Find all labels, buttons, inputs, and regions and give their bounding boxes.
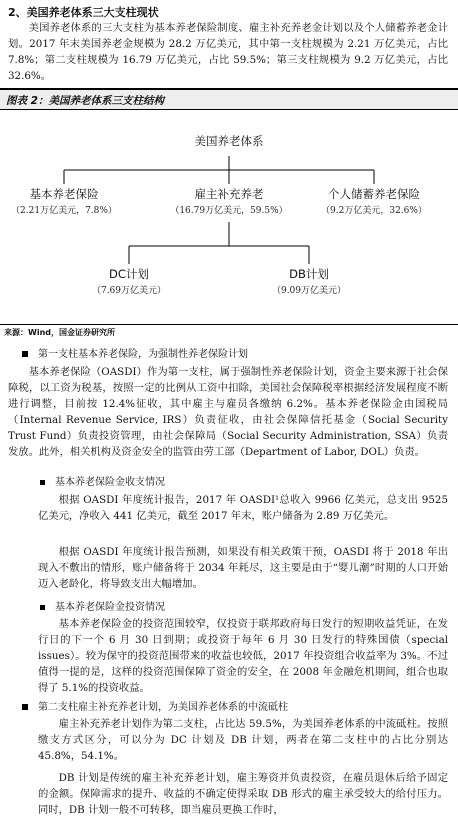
bullet-second-pillar-text: 第二支柱雇主补充养老计划，为美国养老体系的中流砥柱	[38, 702, 288, 713]
bullet-investment	[40, 598, 165, 613]
node-db-label: DB计划	[289, 267, 329, 281]
section-title: 2、美国养老体系三大支柱现状	[8, 6, 159, 19]
db-plan-text: DB 计划是传统的雇主补充养老计划，雇主筹资并负责投资，在雇员退休后给予固定的金额。保障需求的提升、收益的不确定使得采取 DB 形式的雇主承受较大的给付压力。同时，DB 计划一般不可转移，即当雇员更换工作时，	[38, 772, 448, 816]
second-pillar-paragraph	[38, 716, 448, 764]
source-divider	[0, 324, 458, 325]
node-dc-detail: （7.69万亿美元）	[91, 286, 167, 296]
node-root	[179, 133, 279, 149]
square-bullet-icon	[40, 480, 45, 485]
node-dc	[69, 266, 189, 296]
first-pillar-text: 基本养老保险（OASDI）作为第一支柱，属于强制性养老保险计划，资金主要来源于社会保障税，以工资为税基，按照一定的比例从工资中扣除，美国社会保障税率根据经济发展程度不断进行调整，目前按 12.4%征收，其中雇主与雇员各缴纳 6.2%。基本养老保险金由国税局（Internal Revenue Service, IRS）负责征收，由社会保障信托基金（Social Security Trust Fund）负责投资管理，由社会保障局（Social Security Administration, SSA）负责发放。此外，相关机构及资金安全的监管由劳工部（Department of Labor, DOL）负责。	[8, 366, 448, 458]
node-pillar-1-label: 基本养老保险	[29, 187, 99, 201]
forecast-text: 根据 OASDI 年度统计报告预测，如果没有相关政策干预，OASDI 将于 2018 年出现入不敷出的情形，账户储备将于 2034 年耗尽，这主要是由于“婴儿潮”时期的人口开始迈入老龄化，将导致支出大幅增加。	[38, 546, 448, 590]
node-dc-label: DC计划	[109, 267, 149, 281]
node-pillar-2	[149, 186, 309, 216]
first-pillar-paragraph	[8, 364, 448, 460]
node-pillar-3-label: 个人储蓄养老保险	[328, 187, 420, 201]
square-bullet-icon	[22, 704, 28, 710]
bullet-investment-text: 基本养老保险金投资情况	[55, 602, 165, 613]
figure-title-bar	[0, 88, 458, 110]
income-text: 根据 OASDI 年度统计报告，2017 年 OASDI¹总收入 9966 亿美元，总支出 9525 亿美元，净收入 441 亿美元，截至 2017 年末，账户储备为 2.89 万亿美元。	[38, 494, 448, 522]
income-paragraph	[38, 492, 448, 524]
forecast-paragraph	[38, 544, 448, 592]
figure-title: 图表 2：美国养老体系三支柱结构	[6, 95, 164, 107]
node-db	[249, 266, 369, 296]
second-pillar-text: 雇主补充养老计划作为第二支柱，占比达 59.5%，为美国养老体系的中流砥柱。按照缴支方式区分，可以分为 DC 计划及 DB 计划，两者在第二支柱中的占比分别达 45.8%，54.1%。	[38, 718, 448, 762]
investment-paragraph	[38, 616, 448, 696]
node-root-label: 美国养老体系	[194, 134, 264, 148]
node-pillar-1	[4, 186, 124, 216]
investment-text: 基本养老保险金的投资范围较窄，仅投资于联邦政府每日发行的短期收益凭证，在发行日的下一个 6 月 30 日到期；或投资于每年 6 月 30 日发行的特殊国债（special issues）。较为保守的投资范围带来的收益也较低，2017 年投资组合收益率为 3%。不过值得一提的是，这样的投资范围保障了资金的安全，在 2008 年金融危机期间，组合也取得了 5.1%的投资收益。	[38, 618, 448, 694]
node-pillar-3	[304, 186, 444, 216]
square-bullet-icon	[22, 351, 28, 357]
node-pillar-3-detail: （9.2万亿美元，32.6%）	[321, 206, 427, 216]
bullet-income-expense-text: 基本养老保险金收支情况	[55, 477, 165, 488]
node-pillar-2-label: 雇主补充养老	[194, 187, 264, 201]
square-bullet-icon	[40, 605, 45, 610]
intro-text: 美国养老体系的三大支柱为基本养老保险制度、雇主补充养老金计划以及个人储蓄养老金计划。2017 年末美国养老金规模为 28.2 万亿美元，其中第一支柱规模为 2.21 万亿美元，占比 7.8%；第二支柱规模为 16.79 万亿美元，占比 59.5%；第三支柱规模为 9.2 万亿美元，占比 32.6%。	[8, 22, 448, 82]
node-pillar-2-detail: （16.79万亿美元，59.5%）	[170, 206, 288, 216]
bullet-income-expense	[40, 473, 165, 488]
node-db-detail: （9.09万亿美元）	[271, 286, 347, 296]
bullet-first-pillar	[22, 345, 248, 360]
db-plan-paragraph	[38, 770, 448, 818]
bullet-first-pillar-text: 第一支柱基本养老保险，为强制性养老保险计划	[38, 349, 248, 360]
intro-paragraph	[8, 20, 448, 84]
node-pillar-1-detail: （2.21万亿美元，7.8%）	[11, 206, 117, 216]
bullet-second-pillar	[22, 698, 288, 713]
figure-source: 来源：Wind，国金证券研究所	[4, 328, 115, 337]
